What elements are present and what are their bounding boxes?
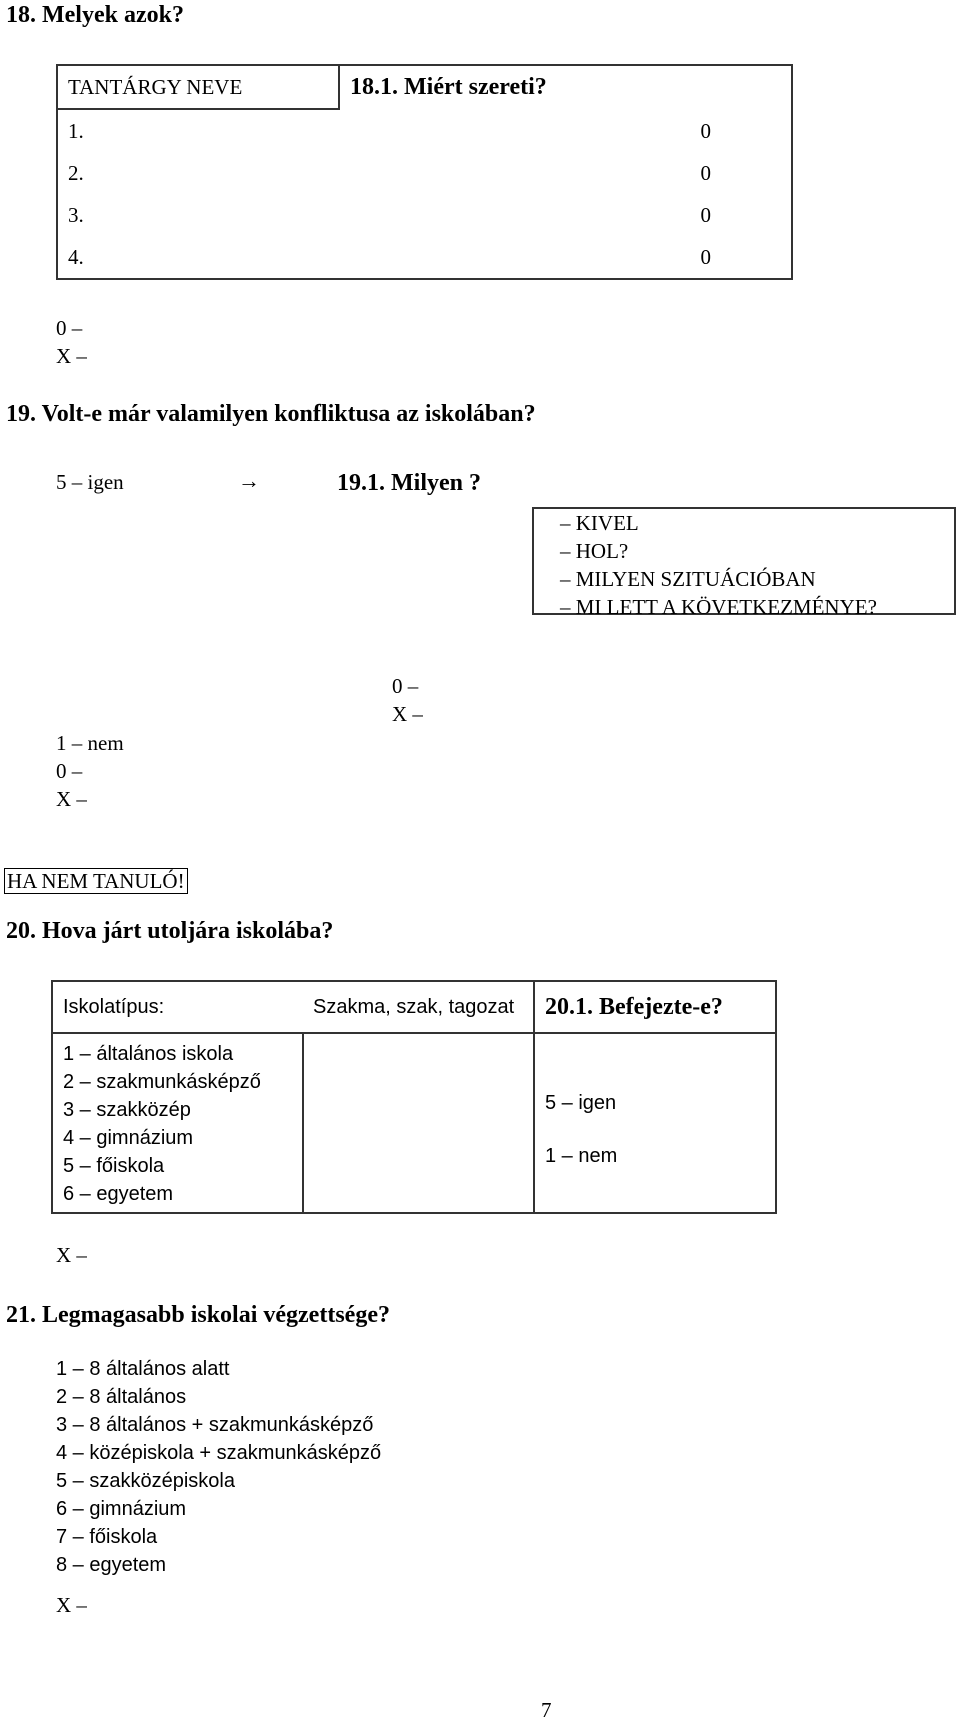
q19-no: 1 – nem — [56, 731, 124, 755]
code-zero: 0 – — [56, 759, 83, 783]
q18-header-why — [339, 65, 792, 109]
q18-row-num: 2. — [68, 160, 84, 185]
q20-code: X – — [56, 1243, 87, 1267]
q18-title: 18. Melyek azok? — [6, 2, 184, 28]
not-student-notice: HA NEM TANULÓ! — [4, 868, 188, 894]
q18-row-value: 0 — [700, 160, 711, 185]
q19-sub-box — [532, 507, 956, 619]
q19-sub-title: 19.1. Milyen ? — [337, 470, 481, 496]
q21-options — [56, 1355, 381, 1579]
q20-school-types — [52, 1033, 303, 1213]
q18-header-subject — [57, 65, 339, 109]
school-type-option: 6 – egyetem — [63, 1183, 174, 1205]
q20-title: 20. Hova járt utoljára iskolába? — [6, 918, 334, 944]
q18-row-value: 0 — [700, 202, 711, 227]
q18-row-num: 4. — [68, 244, 84, 269]
q18-row-num: 3. — [68, 202, 84, 227]
q19-yes: 5 – igen — [56, 470, 124, 494]
table-row — [52, 1033, 776, 1213]
table-row — [57, 152, 792, 194]
q18-row-value: 0 — [700, 244, 711, 269]
table-row — [57, 194, 792, 236]
code-zero: 0 – — [56, 316, 83, 340]
sub-item: – MILYEN SZITUÁCIÓBAN — [560, 567, 816, 591]
q20-header-finished-label: 20.1. Befejezte-e? — [545, 993, 723, 1020]
code-zero: 0 – — [392, 674, 419, 698]
school-type-option: 1 – általános iskola — [63, 1043, 234, 1065]
q18-header-why-label: 18.1. Miért szereti? — [350, 74, 547, 100]
sub-item: – MI LETT A KÖVETKEZMÉNYE? — [560, 595, 877, 619]
q20-header-finished — [534, 981, 776, 1033]
q20-finished-cell — [534, 1033, 776, 1213]
q20-trade-cell — [303, 1033, 534, 1213]
q20-header-trade-label: Szakma, szak, tagozat — [313, 995, 515, 1018]
page-number: 7 — [541, 1698, 552, 1722]
code-x: X – — [56, 344, 87, 368]
q19-title: 19. Volt-e már valamilyen konfliktusa az iskolában? — [6, 401, 536, 427]
education-option: 1 – 8 általános alatt — [56, 1358, 230, 1380]
code-x: X – — [56, 787, 87, 811]
q20-header-row — [52, 981, 776, 1033]
school-type-option: 5 – főiskola — [63, 1155, 165, 1177]
school-type-option: 3 – szakközép — [63, 1099, 191, 1121]
q21-title: 21. Legmagasabb iskolai végzettsége? — [6, 1302, 390, 1328]
q19-sub-codes — [392, 672, 423, 728]
school-type-option: 4 – gimnázium — [63, 1127, 194, 1149]
education-option: 7 – főiskola — [56, 1526, 158, 1548]
school-type-option: 2 – szakmunkásképző — [63, 1071, 261, 1093]
q19-no-block — [56, 729, 124, 813]
table-row — [57, 109, 792, 152]
education-option: 5 – szakközépiskola — [56, 1470, 235, 1492]
sub-item: – KIVEL — [560, 511, 639, 535]
education-option: 3 – 8 általános + szakmunkásképző — [56, 1414, 374, 1436]
education-option: 2 – 8 általános — [56, 1386, 187, 1408]
finished-yes: 5 – igen — [545, 1092, 617, 1114]
q18-header-row — [57, 65, 792, 109]
code-x: X – — [392, 702, 423, 726]
q18-header-subject-label: TANTÁRGY NEVE — [68, 74, 243, 99]
q18-row-num: 1. — [68, 118, 84, 143]
education-option: 4 – középiskola + szakmunkásképző — [56, 1442, 382, 1464]
education-option: 6 – gimnázium — [56, 1498, 187, 1520]
q18-table — [56, 64, 793, 280]
table-row — [57, 236, 792, 279]
q20-header-type-label: Iskolatípus: — [63, 995, 165, 1018]
q20-header-trade — [303, 981, 534, 1033]
arrow-right-icon: → — [238, 468, 260, 493]
education-option: 8 – egyetem — [56, 1554, 167, 1576]
q20-table — [51, 980, 777, 1214]
q18-codes — [56, 314, 87, 370]
q21-code: X – — [56, 1593, 87, 1617]
q20-header-type — [52, 981, 303, 1033]
q18-row-value: 0 — [700, 118, 711, 143]
finished-no: 1 – nem — [545, 1145, 618, 1167]
sub-item: – HOL? — [560, 539, 629, 563]
